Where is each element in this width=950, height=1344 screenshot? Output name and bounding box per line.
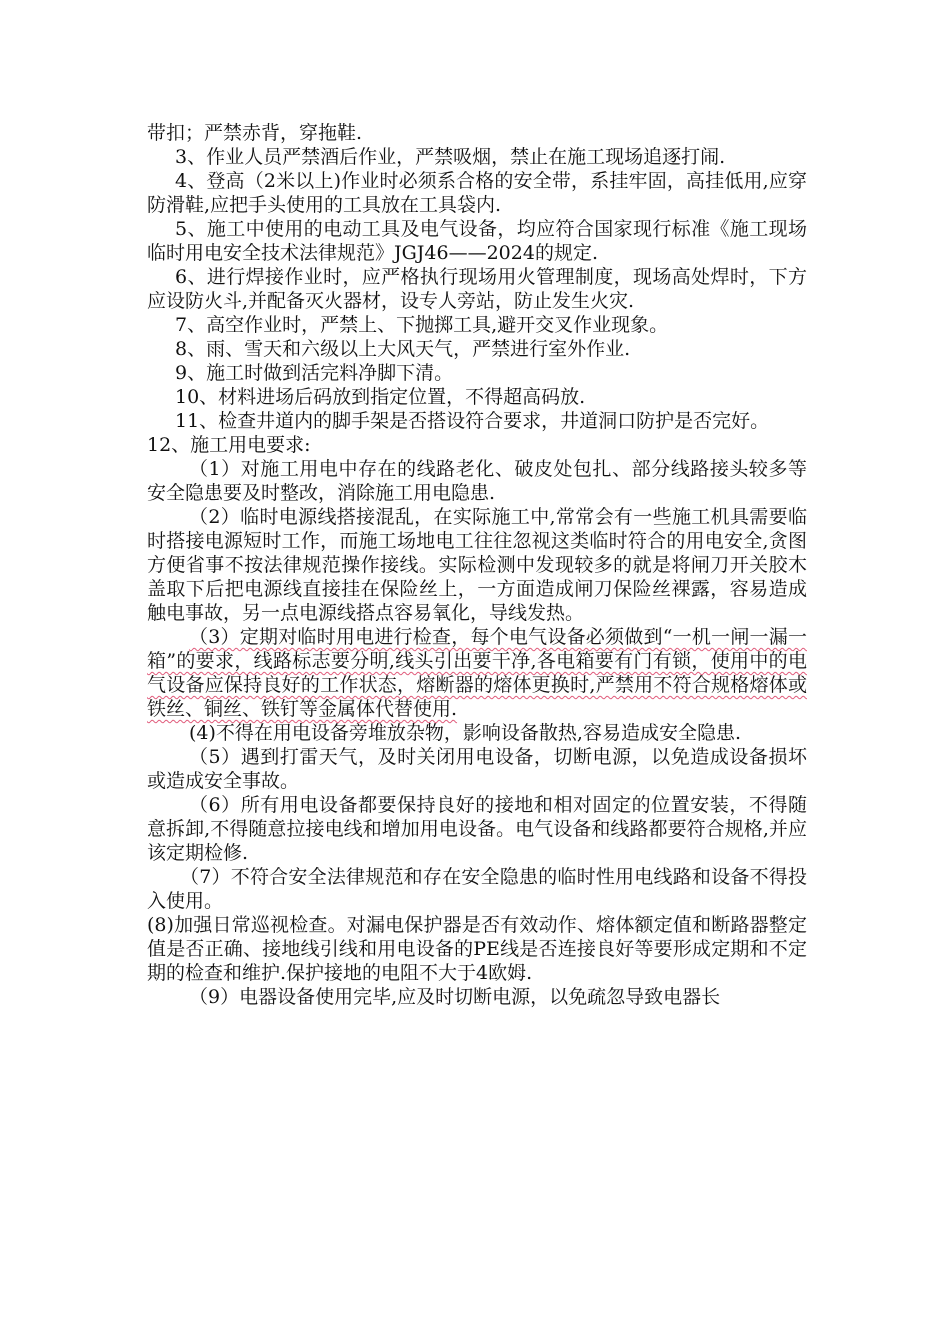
- rule-10: 10、材料进场后码放到指定位置，不得超高码放.: [175, 386, 586, 408]
- document-page: [147, 121, 807, 1009]
- sub-rule-9: （9）电器设备使用完毕,应及时切断电源，以免疏忽导致电器长: [189, 986, 721, 1008]
- rule-5: 5、施工中使用的电动工具及电气设备，均应符合国家现行标准《施工现场临时用电安全技术法律规范》JGJ46——2024的规定.: [147, 218, 807, 264]
- sub-rule-2: （2）临时电源线搭接混乱，在实际施工中,常常会有一些施工机具需要临时搭接电源短时工作，而施工场地电工往往忽视这类临时符合的用电安全,贪图方便省事不按法律规范操作接线。实际检测中发现较多的就是将闸刀开关胶木盖取下后把电源线直接挂在保险丝上，一方面造成闸刀保险丝裸露，容易造成触电事故，另一点电源线搭点容易氧化，导线发热。: [147, 506, 807, 624]
- rule-4: 4、登高（2米以上)作业时必须系合格的安全带，系挂牢固，高挂低用,应穿防滑鞋,应把手头使用的工具放在工具袋内.: [147, 170, 807, 216]
- sub-rule-7: （7）不符合安全法律规范和存在安全隐患的临时性用电线路和设备不得投入使用。: [147, 866, 807, 912]
- sub-rule-3: （3）定期对临时用电进行检查，每个电气设备必须做到“一机一闸一漏一箱”的要求，线路标志要分明,线头引出要干净,各电箱要有门有锁，使用中的电气设备应保持良好的工作状态，熔断器的熔体更换时,严禁用不符合规格熔体或铁丝、铜丝、铁钉等金属体代替使用.: [147, 626, 807, 720]
- rule-9: 9、施工时做到活完料净脚下清。: [175, 362, 454, 384]
- rule-7: 7、高空作业时，严禁上、下抛掷工具,避开交叉作业现象。: [175, 314, 669, 336]
- rule-12-heading: 12、施工用电要求:: [147, 434, 311, 456]
- sub-rule-8: (8)加强日常巡视检查。对漏电保护器是否有效动作、熔体额定值和断路器整定值是否正确、接地线引线和用电设备的PE线是否连接良好等要形成定期和不定期的检查和维护.保护接地的电阻不大于4欧姆.: [147, 914, 807, 984]
- sub-rule-5: （5）遇到打雷天气，及时关闭用电设备，切断电源，以免造成设备损坏或造成安全事故。: [147, 746, 807, 792]
- sub-rule-1: （1）对施工用电中存在的线路老化、破皮处包扎、部分线路接头较多等安全隐患要及时整改，消除施工用电隐患.: [147, 458, 807, 504]
- paragraph-continuation: 带扣；严禁赤背，穿拖鞋.: [147, 122, 363, 144]
- rule-11: 11、检查井道内的脚手架是否搭设符合要求，井道洞口防护是否完好。: [175, 410, 770, 432]
- rule-3: 3、作业人员严禁酒后作业，严禁吸烟，禁止在施工现场追逐打闹.: [175, 146, 726, 168]
- rule-8: 8、雨、雪天和六级以上大风天气，严禁进行室外作业.: [175, 338, 631, 360]
- sub-rule-4: (4)不得在用电设备旁堆放杂物，影响设备散热,容易造成安全隐患.: [189, 722, 741, 744]
- rule-6: 6、进行焊接作业时，应严格执行现场用火管理制度，现场高处焊时，下方应设防火斗,并配备灭火器材，设专人旁站，防止发生火灾.: [147, 266, 807, 312]
- sub-rule-6: （6）所有用电设备都要保持良好的接地和相对固定的位置安装，不得随意拆卸,不得随意拉接电线和增加用电设备。电气设备和线路都要符合规格,并应该定期检修.: [147, 794, 807, 864]
